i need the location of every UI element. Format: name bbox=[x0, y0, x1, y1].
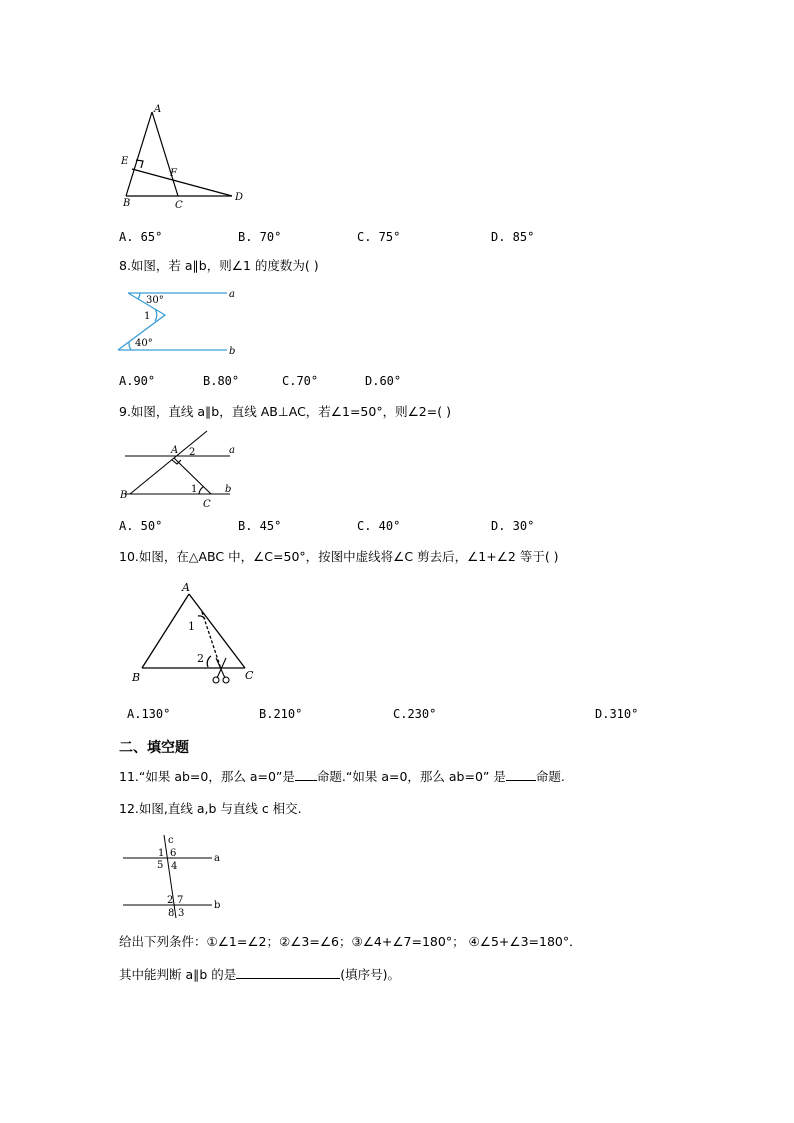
q7-label-A: A bbox=[154, 104, 162, 115]
q10-option-a: A.130° bbox=[127, 707, 171, 721]
section-title: 二、填空题 bbox=[119, 740, 189, 756]
q10-label-B: B bbox=[132, 671, 141, 684]
q12-answer-line bbox=[119, 966, 400, 983]
q9-option-c: C. 40° bbox=[357, 519, 401, 533]
q9-label-B: B bbox=[120, 490, 128, 501]
q7-label-F: F bbox=[170, 168, 177, 179]
q12-answer-blank[interactable] bbox=[236, 966, 340, 979]
q12-label-b: b bbox=[214, 900, 221, 911]
q9-stem: 9.如图，直线 a∥b，直线 AB⊥AC，若∠1=50°，则∠2=( ) bbox=[119, 404, 451, 419]
q9-option-a: A. 50° bbox=[119, 519, 163, 533]
q8-option-a: A.90° bbox=[119, 374, 156, 388]
q12-angle-6: 6 bbox=[170, 848, 177, 859]
q12-angle-1: 1 bbox=[158, 848, 165, 859]
q7-figure bbox=[110, 100, 260, 212]
q7-option-a: A. 65° bbox=[119, 230, 163, 244]
q7-label-D: D bbox=[235, 192, 244, 203]
q9-label-a: a bbox=[229, 445, 235, 456]
q8-option-d: D.60° bbox=[365, 374, 402, 388]
q9-option-d: D. 30° bbox=[491, 519, 535, 533]
q8-option-b: B.80° bbox=[203, 374, 240, 388]
q10-option-b: B.210° bbox=[259, 707, 303, 721]
q10-stem: 10.如图，在△ABC 中，∠C=50°，按图中虚线将∠C 剪去后，∠1+∠2 等于( ) bbox=[119, 549, 559, 564]
q9-angle-1: 1 bbox=[191, 484, 198, 495]
q8-figure bbox=[115, 285, 245, 357]
q12-figure bbox=[120, 830, 235, 922]
q12-answer-prefix: 其中能判断 a∥b 的是 bbox=[119, 967, 237, 982]
q7-option-c: C. 75° bbox=[357, 230, 401, 244]
q12-label-c: c bbox=[168, 835, 174, 846]
q7-label-B: B bbox=[123, 198, 131, 209]
q12-angle-5: 5 bbox=[157, 860, 164, 871]
q7-option-b: B. 70° bbox=[238, 230, 282, 244]
q12-label-a: a bbox=[214, 853, 220, 864]
q12-angle-3: 3 bbox=[178, 908, 185, 919]
q8-label-a: a bbox=[229, 289, 235, 300]
q10-label-A: A bbox=[182, 581, 190, 594]
q11-part1: 11.“如果 ab=0，那么 a=0”是 bbox=[119, 769, 295, 784]
q10-option-d: D.310° bbox=[595, 707, 639, 721]
q12-angle-7: 7 bbox=[177, 895, 184, 906]
q10-figure bbox=[128, 578, 268, 686]
q10-angle-2: 2 bbox=[197, 652, 204, 665]
q12-angle-4: 4 bbox=[171, 861, 178, 872]
q8-angle-1: 1 bbox=[144, 311, 151, 322]
q7-label-C: C bbox=[175, 200, 183, 211]
q8-stem: 8.如图，若 a∥b，则∠1 的度数为( ) bbox=[119, 258, 319, 273]
q9-figure bbox=[115, 428, 250, 510]
q8-angle-40: 40° bbox=[135, 338, 153, 349]
q11-blank-2[interactable] bbox=[506, 768, 536, 781]
q10-angle-1: 1 bbox=[188, 620, 195, 633]
q7-option-d: D. 85° bbox=[491, 230, 535, 244]
q9-label-b: b bbox=[225, 484, 232, 495]
scissors-icon bbox=[213, 658, 229, 683]
q9-angle-2: 2 bbox=[189, 447, 196, 458]
q12-conditions: 给出下列条件：①∠1=∠2；②∠3=∠6；③∠4+∠7=180°； ④∠5+∠3=180°． bbox=[119, 934, 582, 949]
q8-option-c: C.70° bbox=[282, 374, 319, 388]
q10-option-c: C.230° bbox=[393, 707, 437, 721]
q10-label-C: C bbox=[245, 669, 254, 682]
q7-label-E: E bbox=[121, 156, 129, 167]
q9-label-C: C bbox=[203, 499, 211, 510]
q9-option-b: B. 45° bbox=[238, 519, 282, 533]
q12-stem: 12.如图,直线 a,b 与直线 c 相交. bbox=[119, 801, 302, 816]
q8-angle-30: 30° bbox=[146, 295, 164, 306]
q12-angle-8: 8 bbox=[168, 908, 175, 919]
q9-label-A: A bbox=[171, 445, 179, 456]
q11-part2: 命题.“如果 a=0，那么 ab=0” 是 bbox=[316, 769, 506, 784]
q12-angle-2: 2 bbox=[167, 895, 174, 906]
q11-stem bbox=[119, 768, 565, 785]
q8-label-b: b bbox=[229, 346, 236, 357]
q11-blank-1[interactable] bbox=[295, 768, 317, 781]
q12-answer-suffix: (填序号)。 bbox=[340, 967, 401, 982]
q11-part3: 命题. bbox=[535, 769, 565, 784]
